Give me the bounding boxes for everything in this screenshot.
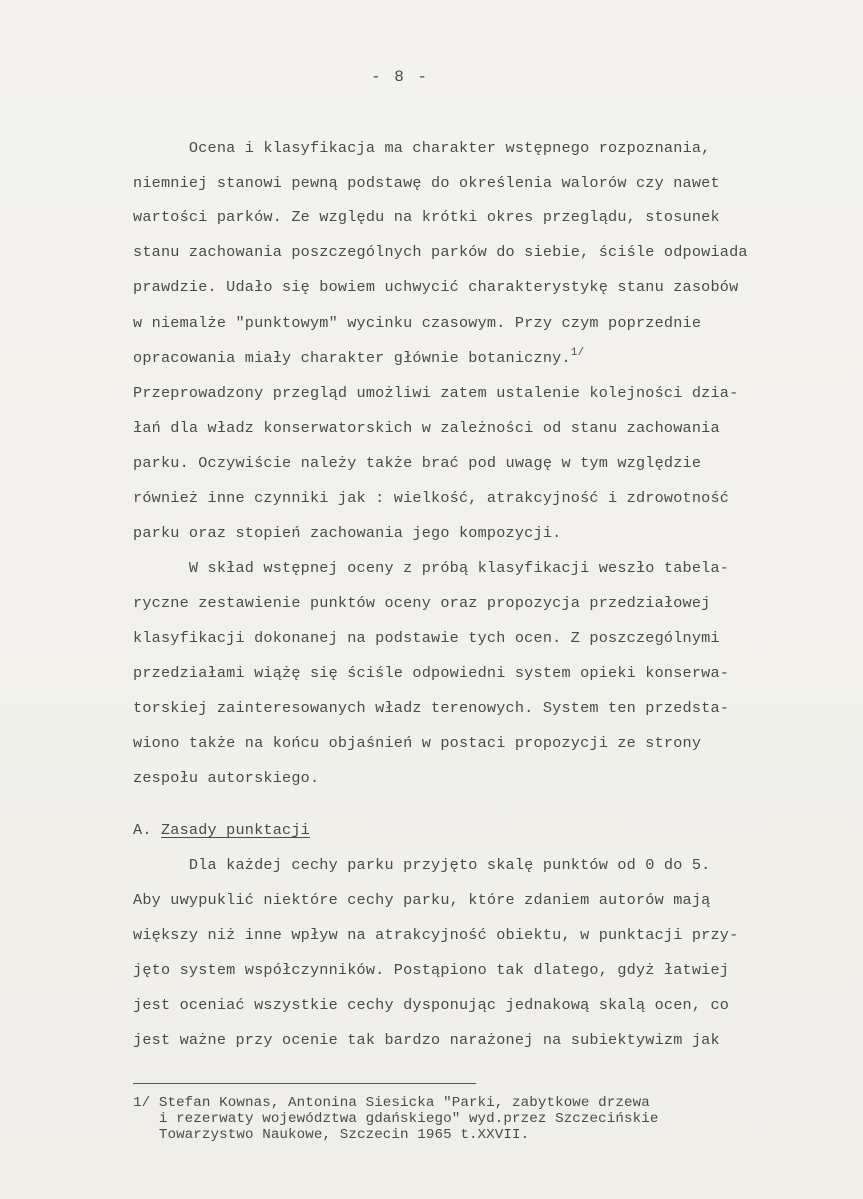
text-line: wiono także na końcu objaśnień w postaci propozycji ze strony xyxy=(133,734,702,752)
text-line: Aby uwypuklić niektóre cechy parku, które zdaniem autorów mają xyxy=(133,891,711,909)
text-line: przedziałami wiążę się ściśle odpowiedni system opieki konserwa- xyxy=(133,664,730,682)
text-line: Przeprowadzony przegląd umożliwi zatem ustalenie kolejności dzia- xyxy=(133,384,739,402)
text-line: W skład wstępnej oceny z próbą klasyfikacji weszło tabela- xyxy=(133,559,730,577)
text-line: jęto system współczynników. Postąpiono tak dlatego, gdyż łatwiej xyxy=(133,961,730,979)
text-line: klasyfikacji dokonanej na podstawie tych ocen. Z poszczególnymi xyxy=(133,629,720,647)
text-line: większy niż inne wpływ na atrakcyjność obiektu, w punktacji przy- xyxy=(133,926,739,944)
footnote-reference: 1/ xyxy=(570,347,585,359)
section-heading-text: Zasady punktacji xyxy=(160,821,310,839)
footnote-line: Towarzystwo Naukowe, Szczecin 1965 t.XXVII. xyxy=(133,1127,530,1143)
footnote-line: 1/ Stefan Kownas, Antonina Siesicka "Parki, zabytkowe drzewa xyxy=(133,1095,650,1111)
text-line: stanu zachowania poszczególnych parków do siebie, ściśle odpowiada xyxy=(133,243,748,261)
text-line: jest ważne przy ocenie tak bardzo narażonej na subiektywizm jak xyxy=(133,1031,720,1049)
text-line: torskiej zainteresowanych władz terenowych. System ten przedsta- xyxy=(133,699,730,717)
text-line xyxy=(133,348,584,370)
text-line: jest oceniać wszystkie cechy dysponując jednakową skalą ocen, co xyxy=(133,996,730,1014)
text-line-content: opracowania miały charakter głównie botaniczny. xyxy=(133,349,571,367)
text-line: łań dla władz konserwatorskich w zależności od stanu zachowania xyxy=(133,419,720,437)
section-heading xyxy=(133,820,310,840)
text-line: niemniej stanowi pewną podstawę do określenia walorów czy nawet xyxy=(133,174,720,192)
text-line: w niemalże "punktowym" wycinku czasowym. Przy czym poprzednie xyxy=(133,314,702,332)
page-number: - 8 - xyxy=(370,68,429,86)
text-line: prawdzie. Udało się bowiem uchwycić charakterystykę stanu zasobów xyxy=(133,278,739,296)
text-line: zespołu autorskiego. xyxy=(133,769,320,787)
footnote-line: i rezerwaty województwa gdańskiego" wyd.przez Szczecińskie xyxy=(133,1111,659,1127)
text-line: również inne czynniki jak : wielkość, atrakcyjność i zdrowotność xyxy=(133,489,730,507)
footnote-divider xyxy=(133,1083,476,1084)
text-line: parku. Oczywiście należy także brać pod uwagę w tym względzie xyxy=(133,454,702,472)
text-line: Dla każdej cechy parku przyjęto skalę punktów od 0 do 5. xyxy=(133,856,711,874)
text-line: ryczne zestawienie punktów oceny oraz propozycja przedziałowej xyxy=(133,594,711,612)
text-line: Ocena i klasyfikacja ma charakter wstępnego rozpoznania, xyxy=(133,139,711,157)
section-heading-prefix: A. xyxy=(133,821,161,839)
text-line: parku oraz stopień zachowania jego kompozycji. xyxy=(133,524,562,542)
text-line: wartości parków. Ze względu na krótki okres przeglądu, stosunek xyxy=(133,208,720,226)
